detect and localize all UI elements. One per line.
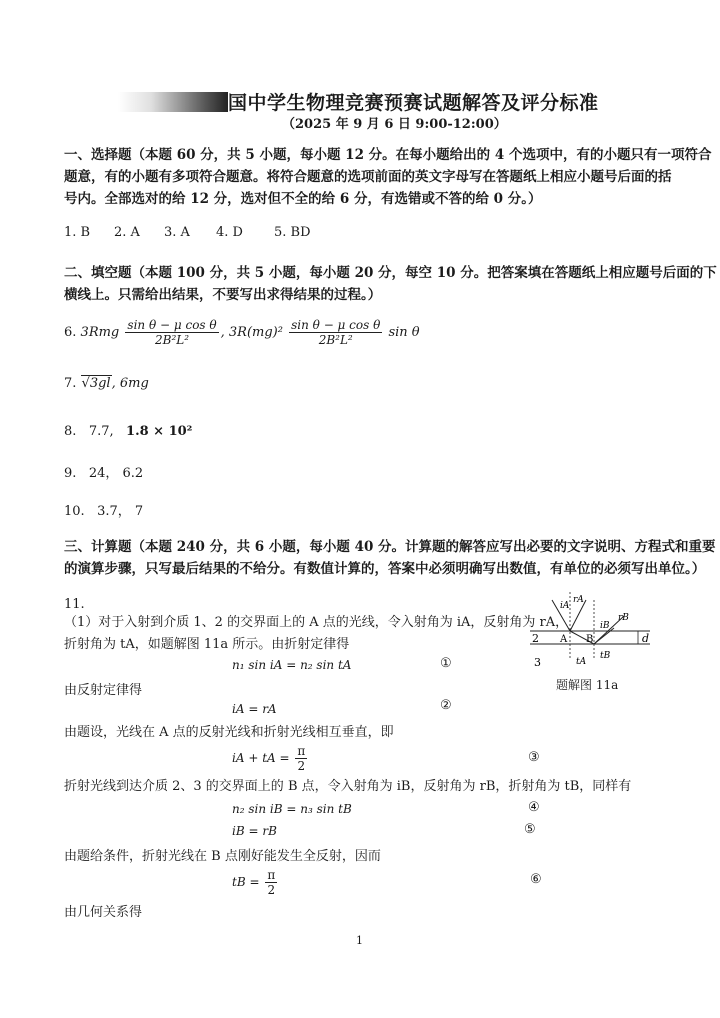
label-medium-3: 3 <box>534 656 541 669</box>
answer-6: 6. 3Rmg $\frac{\text{sin θ − μ cos θ}}{\text{2B²L²}}$ , 3R(mg)² $\frac{\text{sin θ − μ cos θ}}{\text{2B²L²}}$ sin θ <box>64 318 420 347</box>
q11-paragraph-1: （1）对于入射到介质 1、2 的交界面上的 A 点的光线，令入射角为 iA，反射角为 rA， <box>64 615 569 630</box>
page-title: 国中学生物理竞赛预赛试题解答及评分标准 <box>118 88 598 115</box>
question-11-label: 11. <box>64 597 85 612</box>
figure-caption: 题解图 11a <box>556 678 619 692</box>
exam-date: （2025 年 9 月 6 日 9:00-12:00） <box>282 117 507 132</box>
choice-answer: 1. B <box>64 225 91 240</box>
answer-10: 10. 3.7， 7 <box>64 504 144 519</box>
equation-number-3: ③ <box>528 750 540 765</box>
answer-9: 9. 24， 6.2 <box>64 466 144 481</box>
section-2-heading <box>64 262 717 306</box>
choice-answer: 4. D <box>216 225 243 240</box>
fraction: $\frac{\pi}{2}$ <box>267 868 276 897</box>
label-tA: tA <box>576 657 587 667</box>
section-2-line-2: 横线上。只需给出结果，不要写出求得结果的过程。） <box>64 287 382 303</box>
label-rB: rB <box>618 613 629 623</box>
q11-paragraph-3: 由反射定律得 <box>64 683 143 698</box>
q11-paragraph-2: 折射角为 tA，如题解图 11a 所示。由折射定律得 <box>64 637 350 652</box>
section-1-line-3: 号内。全部选对的给 12 分，选对但不全的给 6 分，有选错或不答的给 0 分。） <box>64 191 542 207</box>
fraction: $\frac{\text{sin θ − μ cos θ}}{\text{2B²L²}}$ <box>127 318 217 347</box>
section-3-line-1: 三、计算题（本题 240 分，共 6 小题，每小题 40 分。计算题的解答应写出必要的文字说明、方程式和重要 <box>64 539 716 555</box>
label-medium-2: 2 <box>532 632 539 645</box>
fraction: $\frac{\pi}{2}$ <box>297 744 306 773</box>
answer-8: 8. 7.7, 1.8 × 10² <box>64 424 193 439</box>
answer-7: 7. √3gl, 6mg <box>64 376 149 391</box>
label-rA: rA <box>573 595 584 605</box>
equation-number-4: ④ <box>528 800 540 815</box>
equation-6: tB = $\frac{\pi}{2}$ <box>232 868 276 897</box>
section-3-heading <box>64 536 716 580</box>
equation-number-2: ② <box>440 698 452 713</box>
label-A: A <box>560 634 568 645</box>
equation-number-6: ⑥ <box>530 872 542 887</box>
choice-answer: 5. BD <box>274 225 311 240</box>
equation-number-5: ⑤ <box>524 822 536 837</box>
equation-1: n₁ sin iA = n₂ sin tA <box>232 658 352 672</box>
q11-paragraph-7: 由几何关系得 <box>64 905 143 920</box>
q11-paragraph-5: 折射光线到达介质 2、3 的交界面上的 B 点，令入射角为 iB，反射角为 rB，折射角为 tB，同样有 <box>64 779 632 794</box>
label-d: d <box>642 632 650 645</box>
section-1-heading <box>64 144 711 210</box>
fraction: $\frac{\text{sin θ − μ cos θ}}{\text{2B²L²}}$ <box>291 318 381 347</box>
q11-paragraph-4: 由题设，光线在 A 点的反射光线和折射光线相互垂直，即 <box>64 725 394 740</box>
redacted-smear <box>118 92 228 112</box>
label-B: B <box>586 634 594 645</box>
equation-2: iA = rA <box>232 702 277 716</box>
equation-number-1: ① <box>440 656 452 671</box>
section-1-line-2: 题意，有的小题有多项符合题意。将符合题意的选项前面的英文字母写在答题纸上相应小题号后面的括 <box>64 169 672 185</box>
sqrt-expression: √3gl <box>81 376 111 391</box>
page-number: 1 <box>356 934 363 947</box>
q11-paragraph-6: 由题给条件，折射光线在 B 点刚好能发生全反射，因而 <box>64 849 381 864</box>
section-2-line-1: 二、填空题（本题 100 分，共 5 小题，每小题 20 分，每空 10 分。把答案填在答题纸上相应题号后面的下 <box>64 265 717 281</box>
choice-answer: 2. A <box>114 225 140 240</box>
section-1-line-1: 一、选择题（本题 60 分，共 5 小题，每小题 12 分。在每小题给出的 4 个选项中，有的小题只有一项符合 <box>64 147 712 163</box>
section-3-line-2: 的演算步骤，只写最后结果的不给分。有数值计算的，答案中必须明确写出数值，有单位的必须写出单位。） <box>64 561 706 577</box>
equation-5: iB = rB <box>232 824 277 838</box>
label-tB: tB <box>600 651 611 661</box>
choice-answer: 3. A <box>164 225 190 240</box>
equation-3: iA + tA = $\frac{\pi}{2}$ <box>232 744 306 773</box>
equation-4: n₂ sin iB = n₃ sin tB <box>232 802 352 816</box>
label-iA: iA <box>560 601 570 611</box>
label-iB: iB <box>600 621 610 631</box>
